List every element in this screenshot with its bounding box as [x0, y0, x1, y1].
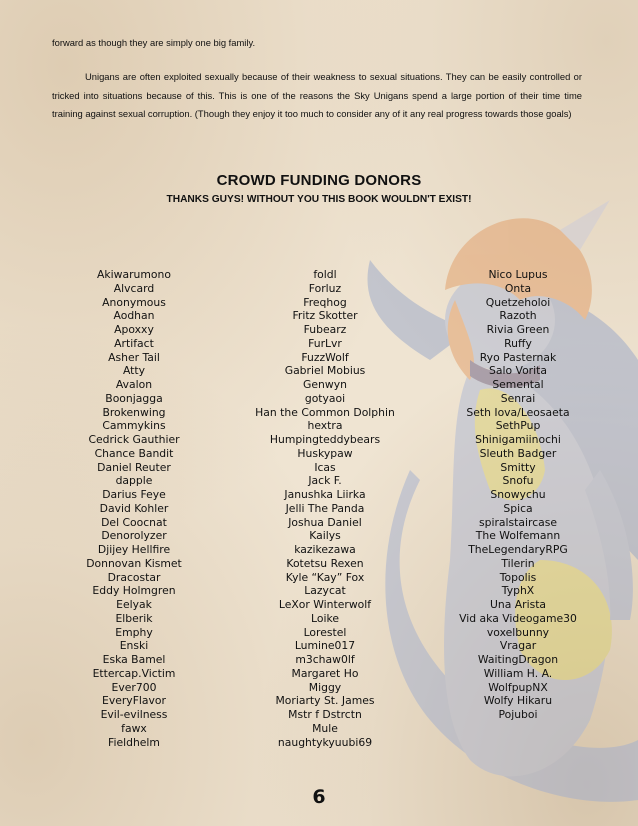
donor-name: Mule [312, 721, 338, 735]
donor-name: Wolfy Hikaru [483, 694, 553, 708]
donor-name: Enski [119, 639, 149, 653]
donor-name: Razoth [499, 309, 537, 323]
donor-name: FurLvr [308, 336, 342, 350]
donor-name: Alvcard [113, 281, 155, 295]
donor-name: Janushka Liirka [284, 488, 366, 501]
donor-name: Genwyn [303, 378, 347, 391]
donors-subtitle: THANKS GUYS! WITHOUT YOU THIS BOOK WOULDN'T EXIST! [166, 194, 472, 205]
donor-column-1 [34, 268, 234, 749]
donor-name: The Wolfemann [475, 529, 561, 543]
donor-name: Vid aka Videogame30 [459, 611, 577, 625]
donor-name: Avalon [115, 378, 153, 391]
donor-name: fawx [121, 721, 147, 735]
donor-name: Kyle “Kay” Fox [285, 570, 365, 584]
donor-name: Pojuboi [498, 708, 538, 721]
donor-name: Rivia Green [486, 323, 550, 336]
donor-name: spiralstaircase [478, 515, 558, 529]
donor-name: naughtykyuubi69 [277, 735, 373, 749]
donor-name: Chance Bandit [94, 446, 174, 460]
donor-name: hextra [307, 419, 343, 433]
donor-name: Vragar [499, 639, 537, 653]
donor-name: LeXor Winterwolf [278, 598, 372, 611]
donor-name: TyphX [501, 584, 535, 598]
donor-name: TheLegendaryRPG [468, 543, 568, 556]
donor-name: Ever700 [111, 680, 157, 694]
donor-name: Donnovan Kismet [86, 556, 182, 570]
donor-name: William H. A. [483, 666, 553, 680]
intro-paragraph-1: forward as though they are simply one big family. [52, 37, 256, 48]
donor-name: Joshua Daniel [288, 515, 362, 529]
donor-name: WaitingDragon [477, 653, 559, 666]
page-number: 6 [312, 786, 326, 808]
donor-name: Onta [504, 281, 532, 295]
donor-name: Artifact [114, 336, 154, 350]
donor-name: Smitty [500, 460, 536, 474]
donor-name: Han the Common Dolphin [255, 405, 395, 419]
donor-name: Dracostar [107, 570, 161, 584]
donor-name: Jack F. [308, 474, 342, 488]
donor-name: Forluz [308, 281, 342, 295]
donor-name: Fieldhelm [108, 735, 160, 749]
donor-name: Ettercap.Victim [92, 666, 176, 680]
donor-name: Fritz Skotter [292, 309, 358, 323]
donor-name: Anonymous [102, 295, 166, 309]
donor-name: dapple [115, 474, 153, 488]
donor-name: Lazycat [304, 584, 346, 598]
donor-name: Del Coocnat [101, 515, 167, 529]
donor-name: Brokenwing [102, 405, 166, 419]
donor-name: Mstr f Dstrctn [288, 708, 362, 721]
donor-name: Asher Tail [108, 350, 160, 364]
donor-name: voxelbunny [486, 625, 550, 639]
donor-name: Evil-evilness [100, 708, 168, 721]
donor-name: Semental [492, 378, 544, 391]
donor-name: Shinigamiinochi [475, 433, 561, 446]
donor-name: Huskypaw [297, 446, 353, 460]
donor-name: Gabriel Mobius [284, 364, 366, 378]
donor-name: Topolis [499, 570, 537, 584]
donor-name: Sleuth Badger [479, 446, 557, 460]
donor-name: Salo Vorita [489, 364, 547, 378]
donor-name: Denorolyzer [101, 529, 167, 543]
donor-name: Margaret Ho [291, 666, 359, 680]
donor-name: Tilerin [501, 556, 535, 570]
donor-name: Aodhan [113, 309, 155, 323]
donor-name: Humpingteddybears [269, 433, 381, 446]
donor-column-3 [418, 268, 618, 722]
donor-name: Spica [503, 501, 533, 515]
donor-name: SethPup [495, 419, 541, 433]
donor-name: Kotetsu Rexen [286, 556, 364, 570]
donor-name: WolfpupNX [488, 680, 548, 694]
donor-name: Icas [314, 460, 336, 474]
donor-name: kazikezawa [294, 543, 356, 556]
donor-name: m3chaw0lf [295, 653, 355, 666]
donor-name: Snowychu [490, 488, 546, 501]
donor-name: Freqhog [303, 295, 347, 309]
donor-name: FuzzWolf [301, 350, 349, 364]
donor-name: Snofu [502, 474, 534, 488]
donor-name: Quetzeholoi [485, 295, 551, 309]
donor-name: Senrai [500, 391, 536, 405]
donor-name: Darius Feye [102, 488, 166, 501]
donor-name: Jelli The Panda [285, 501, 365, 515]
donor-name: Ryo Pasternak [479, 350, 557, 364]
donor-name: Atty [122, 364, 146, 378]
donor-name: Una Arista [489, 598, 547, 611]
donor-name: Apoxxy [114, 323, 154, 336]
donor-name: foldl [313, 268, 337, 281]
donor-name: Ruffy [504, 336, 532, 350]
donor-name: Daniel Reuter [97, 460, 171, 474]
donor-name: Lumine017 [294, 639, 356, 653]
donor-name: Cedrick Gauthier [88, 433, 180, 446]
donor-name: Emphy [115, 625, 153, 639]
donor-name: Nico Lupus [488, 268, 548, 281]
donor-name: Eska Bamel [102, 653, 166, 666]
donor-name: Elberik [115, 611, 153, 625]
donor-column-2 [225, 268, 425, 749]
donor-name: Loike [311, 611, 339, 625]
intro-paragraph-2: Unigans are often exploited sexually because of their weakness to sexual situations. They can be easily controlled or tricked into situations because of this. This is one of the reasons the Sky Unigans spend a large portion of their time time training against sexual corruption. (Though they enjoy it too much to consider any of it any real progress towards those goals) [52, 71, 582, 120]
donor-name: Akiwarumono [97, 268, 171, 281]
donor-name: Eelyak [116, 598, 152, 611]
donor-name: Fubearz [303, 323, 347, 336]
donor-name: gotyaoi [304, 391, 346, 405]
donor-name: Miggy [308, 680, 342, 694]
donor-name: Boonjagga [105, 391, 163, 405]
donor-name: Eddy Holmgren [92, 584, 176, 598]
donor-name: Kailys [309, 529, 341, 543]
donors-title: CROWD FUNDING DONORS [216, 172, 422, 189]
donor-name: Cammykins [102, 419, 166, 433]
donor-name: Djijey Hellfire [97, 543, 171, 556]
donor-name: Lorestel [303, 625, 347, 639]
donor-name: Moriarty St. James [275, 694, 375, 708]
donor-name: David Kohler [99, 501, 169, 515]
donor-name: Seth Iova/Leosaeta [466, 405, 570, 419]
donor-name: EveryFlavor [102, 694, 166, 708]
